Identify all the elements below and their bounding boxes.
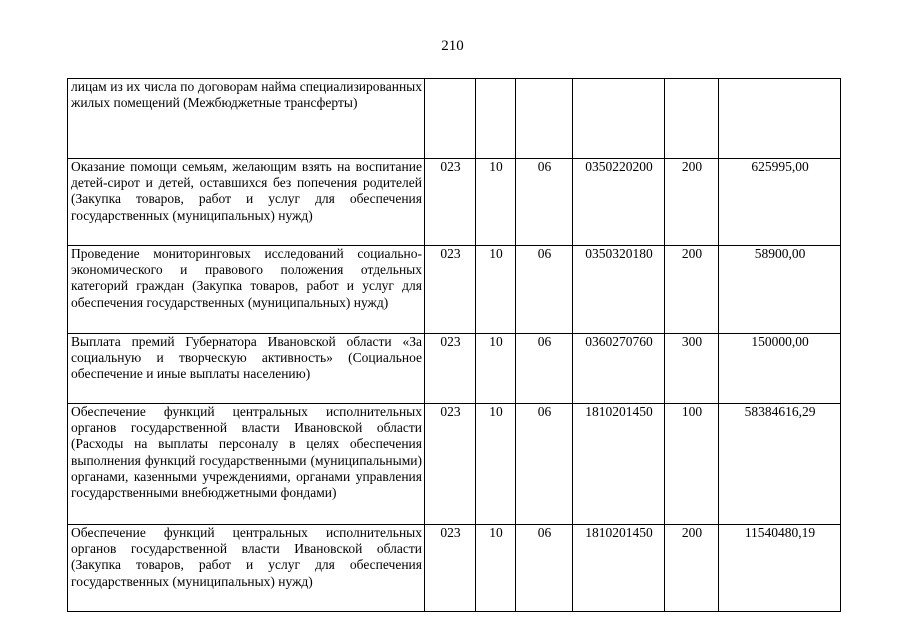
subsection-code: 06 [516, 246, 573, 334]
row-description: Обеспечение функций центральных исполнительных органов государственной власти Ивановской области (Закупка товаров, работ и услуг для обеспечения государственных (муниципальных) нужд) [68, 525, 425, 612]
table-row [68, 334, 841, 404]
budget-table [67, 78, 841, 612]
expense-type-code: 200 [665, 159, 719, 246]
table-row [68, 246, 841, 334]
ministry-code [425, 79, 476, 159]
section-code: 10 [476, 334, 516, 404]
expense-type-code: 100 [665, 404, 719, 525]
amount-value: 150000,00 [719, 334, 841, 404]
table-row [68, 525, 841, 612]
amount-value [719, 79, 841, 159]
table-row [68, 404, 841, 525]
row-description: Обеспечение функций центральных исполнительных органов государственной власти Ивановской области (Расходы на выплаты персоналу в целях обеспечения выполнения функций государственными (муниципальными) органами, казенными учреждениями, органами управления государственными внебюджетными фондами) [68, 404, 425, 525]
target-article-code [573, 79, 665, 159]
section-code: 10 [476, 525, 516, 612]
expense-type-code: 200 [665, 525, 719, 612]
subsection-code [516, 79, 573, 159]
section-code [476, 79, 516, 159]
subsection-code: 06 [516, 334, 573, 404]
amount-value: 58900,00 [719, 246, 841, 334]
target-article-code: 1810201450 [573, 525, 665, 612]
budget-table-body [68, 79, 841, 612]
row-description: Выплата премий Губернатора Ивановской области «За социальную и творческую активность» (Социальное обеспечение и иные выплаты населению) [68, 334, 425, 404]
expense-type-code [665, 79, 719, 159]
ministry-code: 023 [425, 159, 476, 246]
ministry-code: 023 [425, 246, 476, 334]
table-row [68, 159, 841, 246]
amount-value: 58384616,29 [719, 404, 841, 525]
target-article-code: 1810201450 [573, 404, 665, 525]
subsection-code: 06 [516, 159, 573, 246]
amount-value: 625995,00 [719, 159, 841, 246]
ministry-code: 023 [425, 334, 476, 404]
ministry-code: 023 [425, 525, 476, 612]
amount-value: 11540480,19 [719, 525, 841, 612]
target-article-code: 0350320180 [573, 246, 665, 334]
expense-type-code: 200 [665, 246, 719, 334]
subsection-code: 06 [516, 404, 573, 525]
subsection-code: 06 [516, 525, 573, 612]
row-description: Оказание помощи семьям, желающим взять на воспитание детей-сирот и детей, оставшихся без попечения родителей (Закупка товаров, работ и услуг для обеспечения государственных (муниципальных) нужд) [68, 159, 425, 246]
row-description: Проведение мониторинговых исследований социально-экономического и правового положения отдельных категорий граждан (Закупка товаров, работ и услуг для обеспечения государственных (муниципальных) нужд) [68, 246, 425, 334]
page-number: 210 [441, 38, 464, 54]
target-article-code: 0360270760 [573, 334, 665, 404]
row-description: лицам из их числа по договорам найма специализированных жилых помещений (Межбюджетные трансферты) [68, 79, 425, 159]
expense-type-code: 300 [665, 334, 719, 404]
ministry-code: 023 [425, 404, 476, 525]
section-code: 10 [476, 159, 516, 246]
section-code: 10 [476, 246, 516, 334]
target-article-code: 0350220200 [573, 159, 665, 246]
table-row [68, 79, 841, 159]
section-code: 10 [476, 404, 516, 525]
